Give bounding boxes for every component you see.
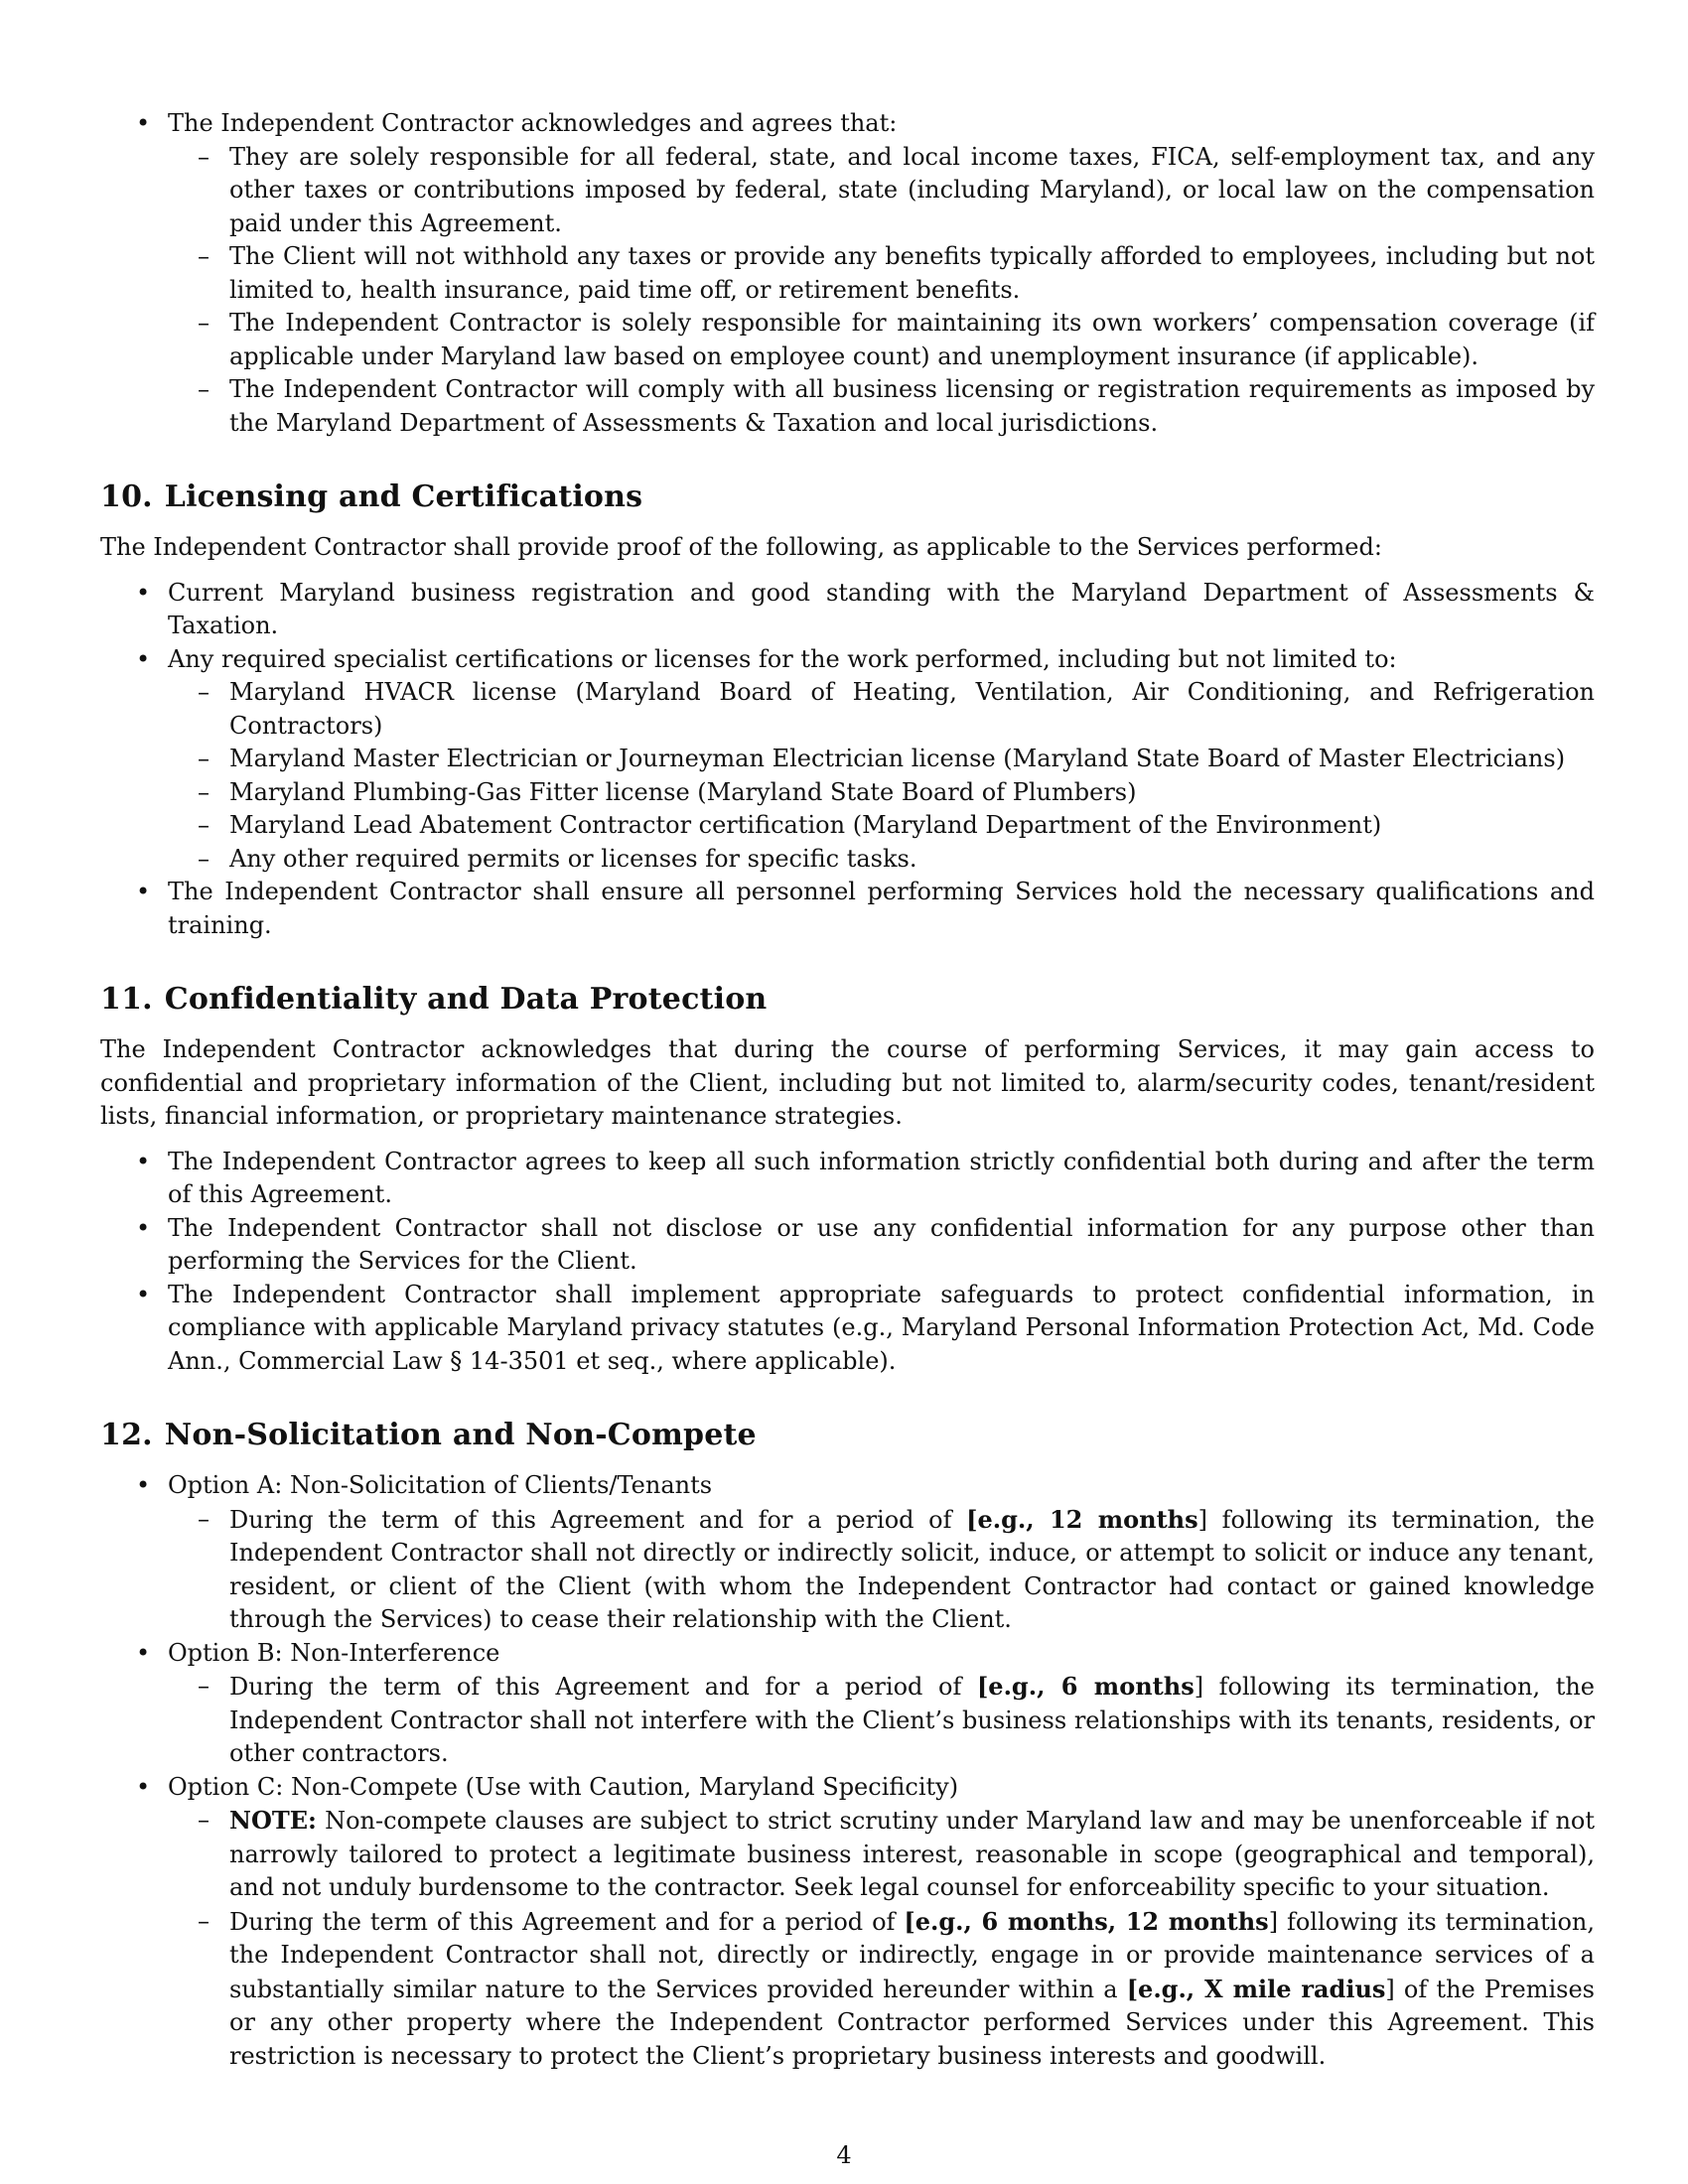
list-item: – The Independent Contractor is solely responsible for maintaining its own workers’ compensation coverage (if applicable under Maryland law based on employee count) and unemployment insurance (if applicable). [168,307,1595,373]
section10-intro: The Independent Contractor shall provide proof of the following, as applicable to the Services performed: [100,533,1382,561]
list-item: • Any required specialist certifications or licenses for the work performed, including but not limited to: – Maryland HVACR license (Maryland Board of Heating, Ventilation, Air Conditioning, and Refrigeration Contractors) – Maryland Master Electrician or Journeyman Electrician license (Maryland State Board of Master Electricians) – Maryland Plumbing-Gas Fitter license (Maryland State Board of Plumbers) – Maryland Lead Abatement Contractor certification (Maryland Department of the Environment) – Any other required permits or licenses for specific tasks. [100,643,1595,877]
page-content [100,95,1595,2073]
section-heading-12: 12. Non-Solicitation and Non-Compete [100,1418,757,1452]
list-item: – During the term of this Agreement and for a period of [e.g., 12 months] following its termination, the Independent Contractor shall not directly or indirectly solicit, induce, or attempt to solicit or induce any tenant, resident, or client of the Client (with whom the Independent Contractor had contact or gained knowledge through the Services) to cease their relationship with the Client. [168,1503,1595,1637]
list-item: – Maryland Lead Abatement Contractor certification (Maryland Department of the Environment) [168,809,1595,843]
optionB-sublist [168,1670,1595,1771]
section11-intro: The Independent Contractor acknowledges that during the course of performing Services, it may gain access to confidential and proprietary information of the Client, including but not limited to, alarm/security codes, tenant/resident lists, financial information, or proprietary maintenance strategies. [100,1035,1595,1130]
section12-list [100,1469,1595,2073]
list-item: – Any other required permits or licenses for specific tasks. [168,843,1595,877]
list-item: • Option C: Non-Compete (Use with Caution, Maryland Specificity) – NOTE: Non-compete clauses are subject to strict scrutiny under Maryland law and may be unenforceable if not narrowly tailored to protect a legitimate business interest, reasonable in scope (geographical and temporal), and not unduly burdensome to the contractor. Seek legal counsel for enforceability specific to your situation. – During the term of this Agreement and for a period of [e.g., 6 months, 12 months] following its termination, the Independent Contractor shall not, directly or indirectly, engage in or provide maintenance services of a substantially similar nature to the Services provided hereunder within a [e.g., X mile radius] of the Premises or any other property where the Independent Contractor performed Services under this Agreement. This restriction is necessary to protect the Client’s proprietary business interests and goodwill. [100,1771,1595,2074]
list-item: – NOTE: Non-compete clauses are subject to strict scrutiny under Maryland law and may be unenforceable if not narrowly tailored to protect a legitimate business interest, reasonable in scope (geographical and temporal), and not unduly burdensome to the contractor. Seek legal counsel for enforceability specific to your situation. [168,1804,1595,1905]
list-item: – The Independent Contractor will comply with all business licensing or registration requirements as imposed by the Maryland Department of Assessments & Taxation and local jurisdictions. [168,373,1595,440]
page-number: 4 [836,2141,852,2169]
list-item: – Maryland Plumbing-Gas Fitter license (Maryland State Board of Plumbers) [168,776,1595,810]
section9-list [100,107,1595,440]
list-item: – During the term of this Agreement and for a period of [e.g., 6 months, 12 months] following its termination, the Independent Contractor shall not, directly or indirectly, engage in or provide maintenance services of a substantially similar nature to the Services provided hereunder within a [e.g., X mile radius] of the Premises or any other property where the Independent Contractor performed Services under this Agreement. This restriction is necessary to protect the Client’s proprietary business interests and goodwill. [168,1905,1595,2074]
list-item: – They are solely responsible for all federal, state, and local income taxes, FICA, self-employment tax, and any other taxes or contributions imposed by federal, state (including Maryland), or local law on the compensation paid under this Agreement. [168,141,1595,241]
section11-list [100,1146,1595,1379]
list-item: • Current Maryland business registration and good standing with the Maryland Department of Assessments & Taxation. [100,577,1595,643]
list-item: • The Independent Contractor shall ensure all personnel performing Services hold the necessary qualifications and training. [100,876,1595,942]
section10-list [100,577,1595,943]
list-item: – Maryland HVACR license (Maryland Board of Heating, Ventilation, Air Conditioning, and Refrigeration Contractors) [168,676,1595,743]
list-item: – The Client will not withhold any taxes or provide any benefits typically afforded to employees, including but not limited to, health insurance, paid time off, or retirement benefits. [168,240,1595,307]
list-item: • The Independent Contractor shall implement appropriate safeguards to protect confidential information, in compliance with applicable Maryland privacy statutes (e.g., Maryland Personal Information Protection Act, Md. Code Ann., Commercial Law § 14-3501 et seq., where applicable). [100,1279,1595,1379]
section9-sublist [168,141,1595,441]
list-item: • The Independent Contractor acknowledges and agrees that: – They are solely responsible for all federal, state, and local income taxes, FICA, self-employment tax, and any other taxes or contributions imposed by federal, state (including Maryland), or local law on the compensation paid under this Agreement. – The Client will not withhold any taxes or provide any benefits typically afforded to employees, including but not limited to, health insurance, paid time off, or retirement benefits. – The Independent Contractor is solely responsible for maintaining its own workers’ compensation coverage (if applicable under Maryland law based on employee count) and unemployment insurance (if applicable). – The Independent Contractor will comply with all business licensing or registration requirements as imposed by the Maryland Department of Assessments & Taxation and local jurisdictions. [100,107,1595,440]
list-item: • The Independent Contractor agrees to keep all such information strictly confidential both during and after the term of this Agreement. [100,1146,1595,1212]
list-item: – Maryland Master Electrician or Journeyman Electrician license (Maryland State Board of Master Electricians) [168,743,1595,776]
section10-sublist [168,676,1595,876]
list-item: • The Independent Contractor shall not disclose or use any confidential information for any purpose other than performing the Services for the Client. [100,1212,1595,1279]
optionA-sublist [168,1503,1595,1637]
section-heading-11: 11. Confidentiality and Data Protection [100,982,768,1017]
list-item: – During the term of this Agreement and for a period of [e.g., 6 months] following its termination, the Independent Contractor shall not interfere with the Client’s business relationships with its tenants, residents, or other contractors. [168,1670,1595,1771]
list-item: • Option B: Non-Interference – During the term of this Agreement and for a period of [e.g., 6 months] following its termination, the Independent Contractor shall not interfere with the Client’s business relationships with its tenants, residents, or other contractors. [100,1637,1595,1771]
optionC-sublist [168,1804,1595,2073]
section-heading-10: 10. Licensing and Certifications [100,479,643,514]
list-item: • Option A: Non-Solicitation of Clients/Tenants – During the term of this Agreement and for a period of [e.g., 12 months] following its termination, the Independent Contractor shall not directly or indirectly solicit, induce, or attempt to solicit or induce any tenant, resident, or client of the Client (with whom the Independent Contractor had contact or gained knowledge through the Services) to cease their relationship with the Client. [100,1469,1595,1637]
